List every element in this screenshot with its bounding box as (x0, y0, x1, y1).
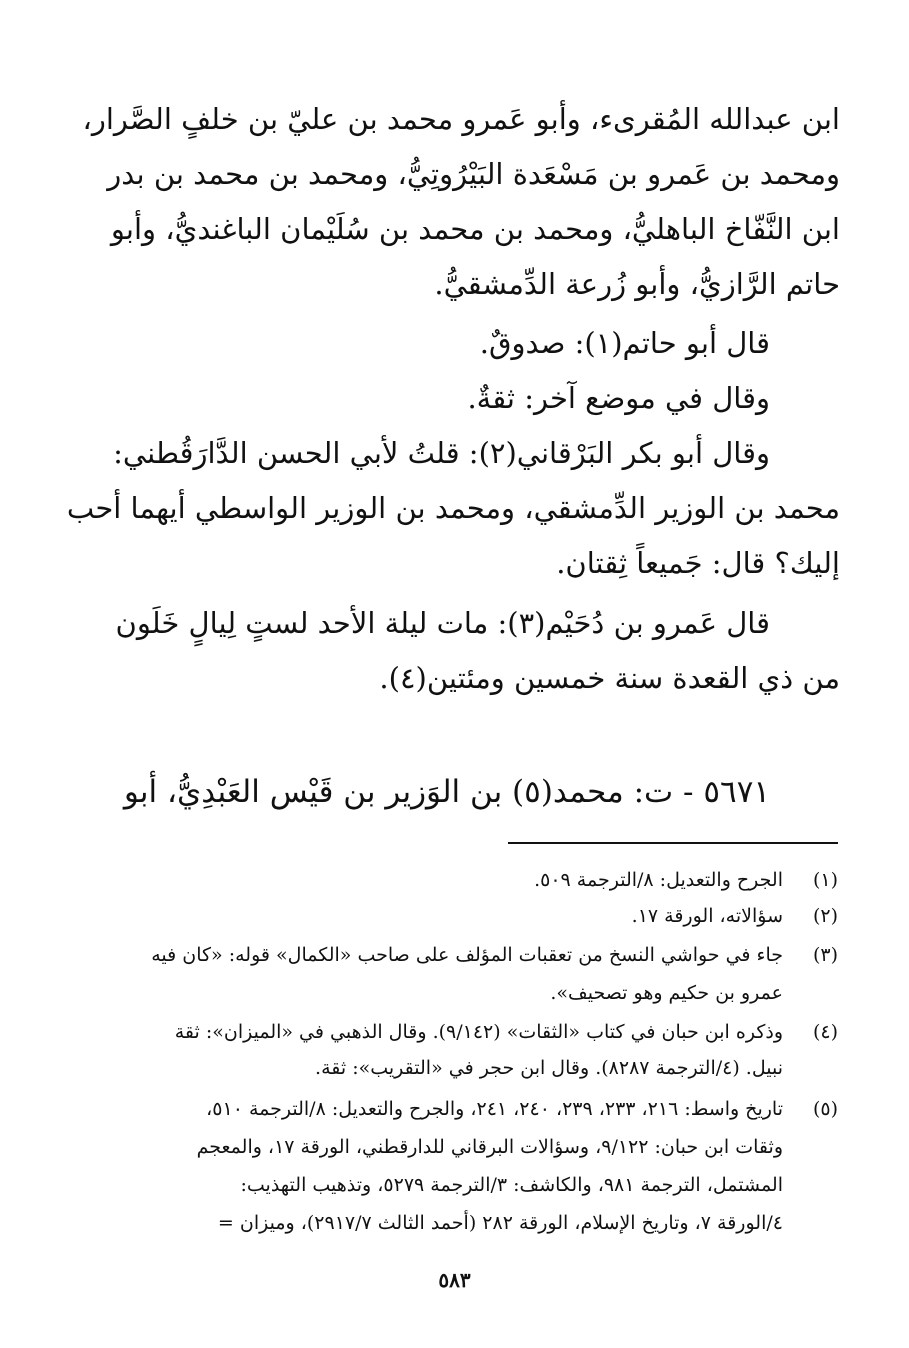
footnote-4 (128, 1018, 838, 1088)
footnote-text: نبيل. (٤/الترجمة ٨٢٨٧). وقال ابن حجر في «التقريب»: ثقة. (315, 1057, 783, 1079)
footnote-number: (٢) (812, 905, 838, 927)
footnote-text: جاء في حواشي النسخ من تعقبات المؤلف على صاحب «الكمال» قوله: «كان فيه (151, 944, 783, 966)
footnote-number: (٥) (812, 1098, 838, 1120)
page-number: ٥٨٣ (438, 1268, 471, 1292)
footnote-text: وذكره ابن حبان في كتاب «الثقات» (٩/١٤٢). وقال الذهبي في «الميزان»: ثقة (174, 1021, 783, 1043)
text-line: قال عَمرو بن دُحَيْم(٣): مات ليلة الأحد لستٍ لِيالٍ خَلَون (115, 606, 770, 640)
footnote-number: (٤) (812, 1021, 838, 1043)
text-line: من ذي القعدة سنة خمسين ومئتين(٤). (379, 661, 840, 695)
footnote-text: تاريخ واسط: ٢١٦، ٢٣٣، ٢٣٩، ٢٤٠، ٢٤١، والجرح والتعديل: ٨/الترجمة ٥١٠، (206, 1098, 783, 1120)
text-line: وقال في موضع آخر: ثقةٌ. (467, 381, 770, 415)
entry-line: ٥٦٧١ - ت: محمد(٥) بن الوَزير بن قَيْس العَبْدِيُّ، أبو (123, 774, 770, 810)
text-line: حاتم الرَّازيُّ، وأبو زُرعة الدِّمشقيُّ. (434, 267, 840, 301)
footnote-2 (128, 902, 838, 932)
footnote-3 (128, 941, 838, 1011)
footnote-text: ٤/الورقة ٧، وتاريخ الإسلام، الورقة ٢٨٢ (أحمد الثالث ٢٩١٧/٧)، وميزان = (217, 1212, 783, 1234)
footnote-number: (٣) (812, 944, 838, 966)
footnote-text: المشتمل، الترجمة ٩٨١، والكاشف: ٣/الترجمة ٥٢٧٩، وتذهيب التهذيب: (240, 1174, 783, 1196)
text-line: ابن عبدالله المُقرىء، وأبو عَمرو محمد بن عليّ بن خلفٍ الصَّرار، (82, 102, 840, 136)
text-line: إليك؟ قال: جَميعاً ثِقتان. (556, 546, 840, 580)
footnote-number: (١) (812, 869, 838, 891)
footnote-separator (508, 842, 838, 844)
footnote-1 (128, 866, 838, 896)
text-line: قال أبو حاتم(١): صدوقٌ. (479, 326, 770, 360)
footnote-5 (128, 1095, 838, 1255)
paragraph-abu-hatim (128, 316, 840, 426)
text-line: محمد بن الوزير الدِّمشقي، ومحمد بن الوزير الواسطي أيهما أحب (66, 491, 840, 525)
footnote-text: عمرو بن حكيم وهو تصحيف». (550, 982, 783, 1004)
text-line: ومحمد بن عَمرو بن مَسْعَدة البَيْرُوتِيُّ، ومحمد بن محمد بن بدر (107, 157, 840, 191)
entry-heading (123, 765, 840, 825)
footnote-text: سؤالاته، الورقة ١٧. (631, 905, 783, 927)
text-line: وقال أبو بكر البَرْقاني(٢): قلتُ لأبي الحسن الدَّارَقُطني: (113, 436, 770, 470)
paragraph-death-date (115, 596, 840, 716)
paragraph-barqani (66, 426, 840, 596)
footnote-text: الجرح والتعديل: ٨/الترجمة ٥٠٩. (534, 869, 783, 891)
footnote-text: وثقات ابن حبان: ٩/١٢٢، وسؤالات البرقاني للدارقطني، الورقة ١٧، والمعجم (196, 1136, 783, 1158)
paragraph-narrators (82, 92, 840, 322)
text-line: ابن النَّفّاخ الباهليُّ، ومحمد بن محمد بن سُلَيْمان الباغنديُّ، وأبو (110, 212, 840, 246)
